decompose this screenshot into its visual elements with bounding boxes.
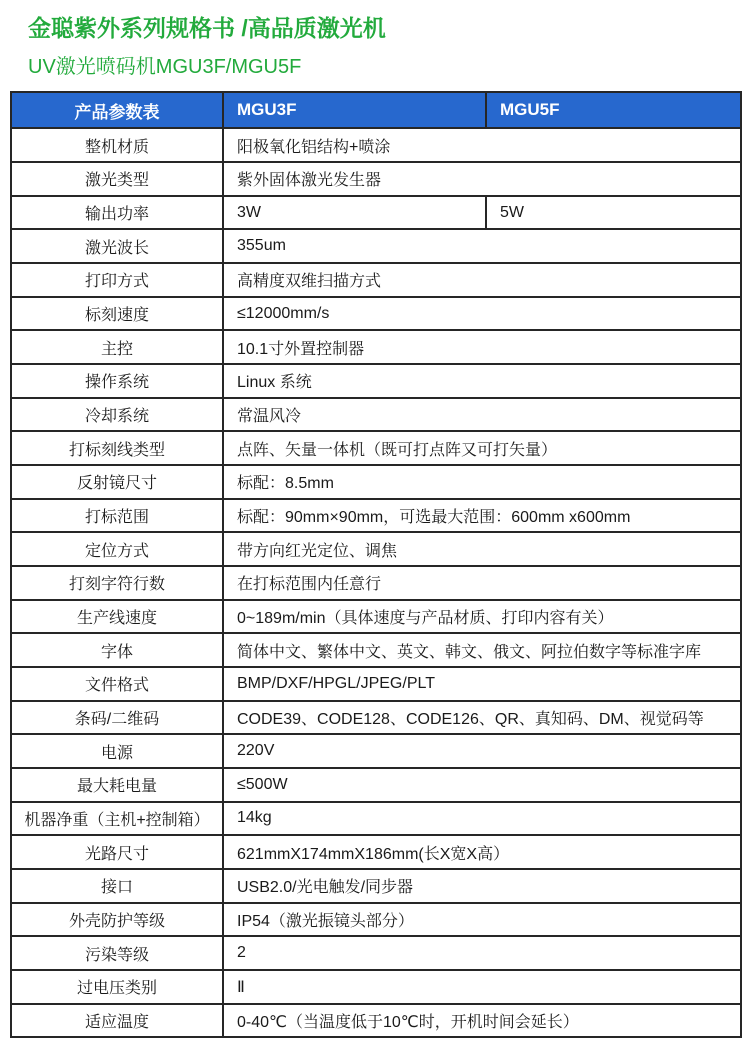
table-row [11, 465, 741, 499]
spec-sheet-page [0, 15, 750, 1038]
table-row [11, 768, 741, 802]
spec-label: 条码/二维码 [11, 701, 223, 735]
spec-value: 带方向红光定位、调焦 [223, 532, 741, 566]
spec-value: ≤12000mm/s [223, 297, 741, 331]
table-row [11, 431, 741, 465]
spec-value: 10.1寸外置控制器 [223, 330, 741, 364]
table-row [11, 633, 741, 667]
spec-label: 字体 [11, 633, 223, 667]
table-row [11, 1004, 741, 1038]
table-row [11, 330, 741, 364]
table-row [11, 600, 741, 634]
table-row [11, 263, 741, 297]
spec-value: 5W [486, 196, 741, 230]
table-row [11, 229, 741, 263]
spec-label: 激光类型 [11, 162, 223, 196]
spec-value: 0-40℃（当温度低于10℃时，开机时间会延长） [223, 1004, 741, 1038]
spec-value: 常温风冷 [223, 398, 741, 432]
spec-label: 定位方式 [11, 532, 223, 566]
table-row [11, 162, 741, 196]
spec-value: 阳极氧化铝结构+喷涂 [223, 128, 741, 162]
table-row [11, 297, 741, 331]
spec-label: 电源 [11, 734, 223, 768]
spec-label: 污染等级 [11, 936, 223, 970]
spec-value: BMP/DXF/HPGL/JPEG/PLT [223, 667, 741, 701]
spec-label: 主控 [11, 330, 223, 364]
table-row [11, 869, 741, 903]
spec-value: 3W [223, 196, 486, 230]
spec-value: Linux 系统 [223, 364, 741, 398]
table-header-row [11, 92, 741, 128]
table-row [11, 970, 741, 1004]
spec-value: 621mmX174mmX186mm(长X宽X高） [223, 835, 741, 869]
page-title: 金聪紫外系列规格书 /高品质激光机 [28, 15, 386, 41]
spec-label: 反射镜尺寸 [11, 465, 223, 499]
spec-value: 355um [223, 229, 741, 263]
spec-label: 激光波长 [11, 229, 223, 263]
spec-label: 打刻字符行数 [11, 566, 223, 600]
spec-label: 操作系统 [11, 364, 223, 398]
header-cell-product-params: 产品参数表 [11, 92, 223, 128]
spec-value: 标配：8.5mm [223, 465, 741, 499]
spec-label: 输出功率 [11, 196, 223, 230]
spec-label: 整机材质 [11, 128, 223, 162]
spec-label: 文件格式 [11, 667, 223, 701]
spec-label: 光路尺寸 [11, 835, 223, 869]
spec-label: 打印方式 [11, 263, 223, 297]
spec-label: 冷却系统 [11, 398, 223, 432]
spec-value: CODE39、CODE128、CODE126、QR、真知码、DM、视觉码等 [223, 701, 741, 735]
table-row [11, 903, 741, 937]
table-row [11, 532, 741, 566]
spec-label: 打标范围 [11, 499, 223, 533]
table-row [11, 701, 741, 735]
spec-value: ≤500W [223, 768, 741, 802]
spec-value: USB2.0/光电触发/同步器 [223, 869, 741, 903]
spec-value: Ⅱ [223, 970, 741, 1004]
table-row [11, 566, 741, 600]
spec-value: 2 [223, 936, 741, 970]
spec-label: 最大耗电量 [11, 768, 223, 802]
table-row [11, 667, 741, 701]
spec-table-body [11, 128, 741, 1037]
table-row [11, 364, 741, 398]
spec-label: 生产线速度 [11, 600, 223, 634]
table-row [11, 196, 741, 230]
table-row [11, 802, 741, 836]
spec-label: 过电压类别 [11, 970, 223, 1004]
spec-label: 机器净重（主机+控制箱） [11, 802, 223, 836]
table-row [11, 128, 741, 162]
spec-value: 220V [223, 734, 741, 768]
spec-label: 打标刻线类型 [11, 431, 223, 465]
table-row [11, 734, 741, 768]
spec-table-head [11, 92, 741, 128]
spec-label: 外壳防护等级 [11, 903, 223, 937]
spec-value: 简体中文、繁体中文、英文、韩文、俄文、阿拉伯数字等标准字库 [223, 633, 741, 667]
spec-value: 紫外固体激光发生器 [223, 162, 741, 196]
spec-value: IP54（激光振镜头部分） [223, 903, 741, 937]
header-cell-mgu5f: MGU5F [486, 92, 741, 128]
spec-value: 高精度双维扫描方式 [223, 263, 741, 297]
table-row [11, 398, 741, 432]
spec-value: 14kg [223, 802, 741, 836]
spec-table [10, 91, 742, 1038]
table-row [11, 936, 741, 970]
spec-value: 0~189m/min（具体速度与产品材质、打印内容有关） [223, 600, 741, 634]
spec-label: 标刻速度 [11, 297, 223, 331]
header-cell-mgu3f: MGU3F [223, 92, 486, 128]
spec-label: 接口 [11, 869, 223, 903]
table-row [11, 835, 741, 869]
spec-value: 点阵、矢量一体机（既可打点阵又可打矢量） [223, 431, 741, 465]
spec-value: 在打标范围内任意行 [223, 566, 741, 600]
page-subtitle: UV激光喷码机MGU3F/MGU5F [28, 56, 302, 79]
spec-label: 适应温度 [11, 1004, 223, 1038]
spec-value: 标配：90mm×90mm，可选最大范围：600mm x600mm [223, 499, 741, 533]
table-row [11, 499, 741, 533]
